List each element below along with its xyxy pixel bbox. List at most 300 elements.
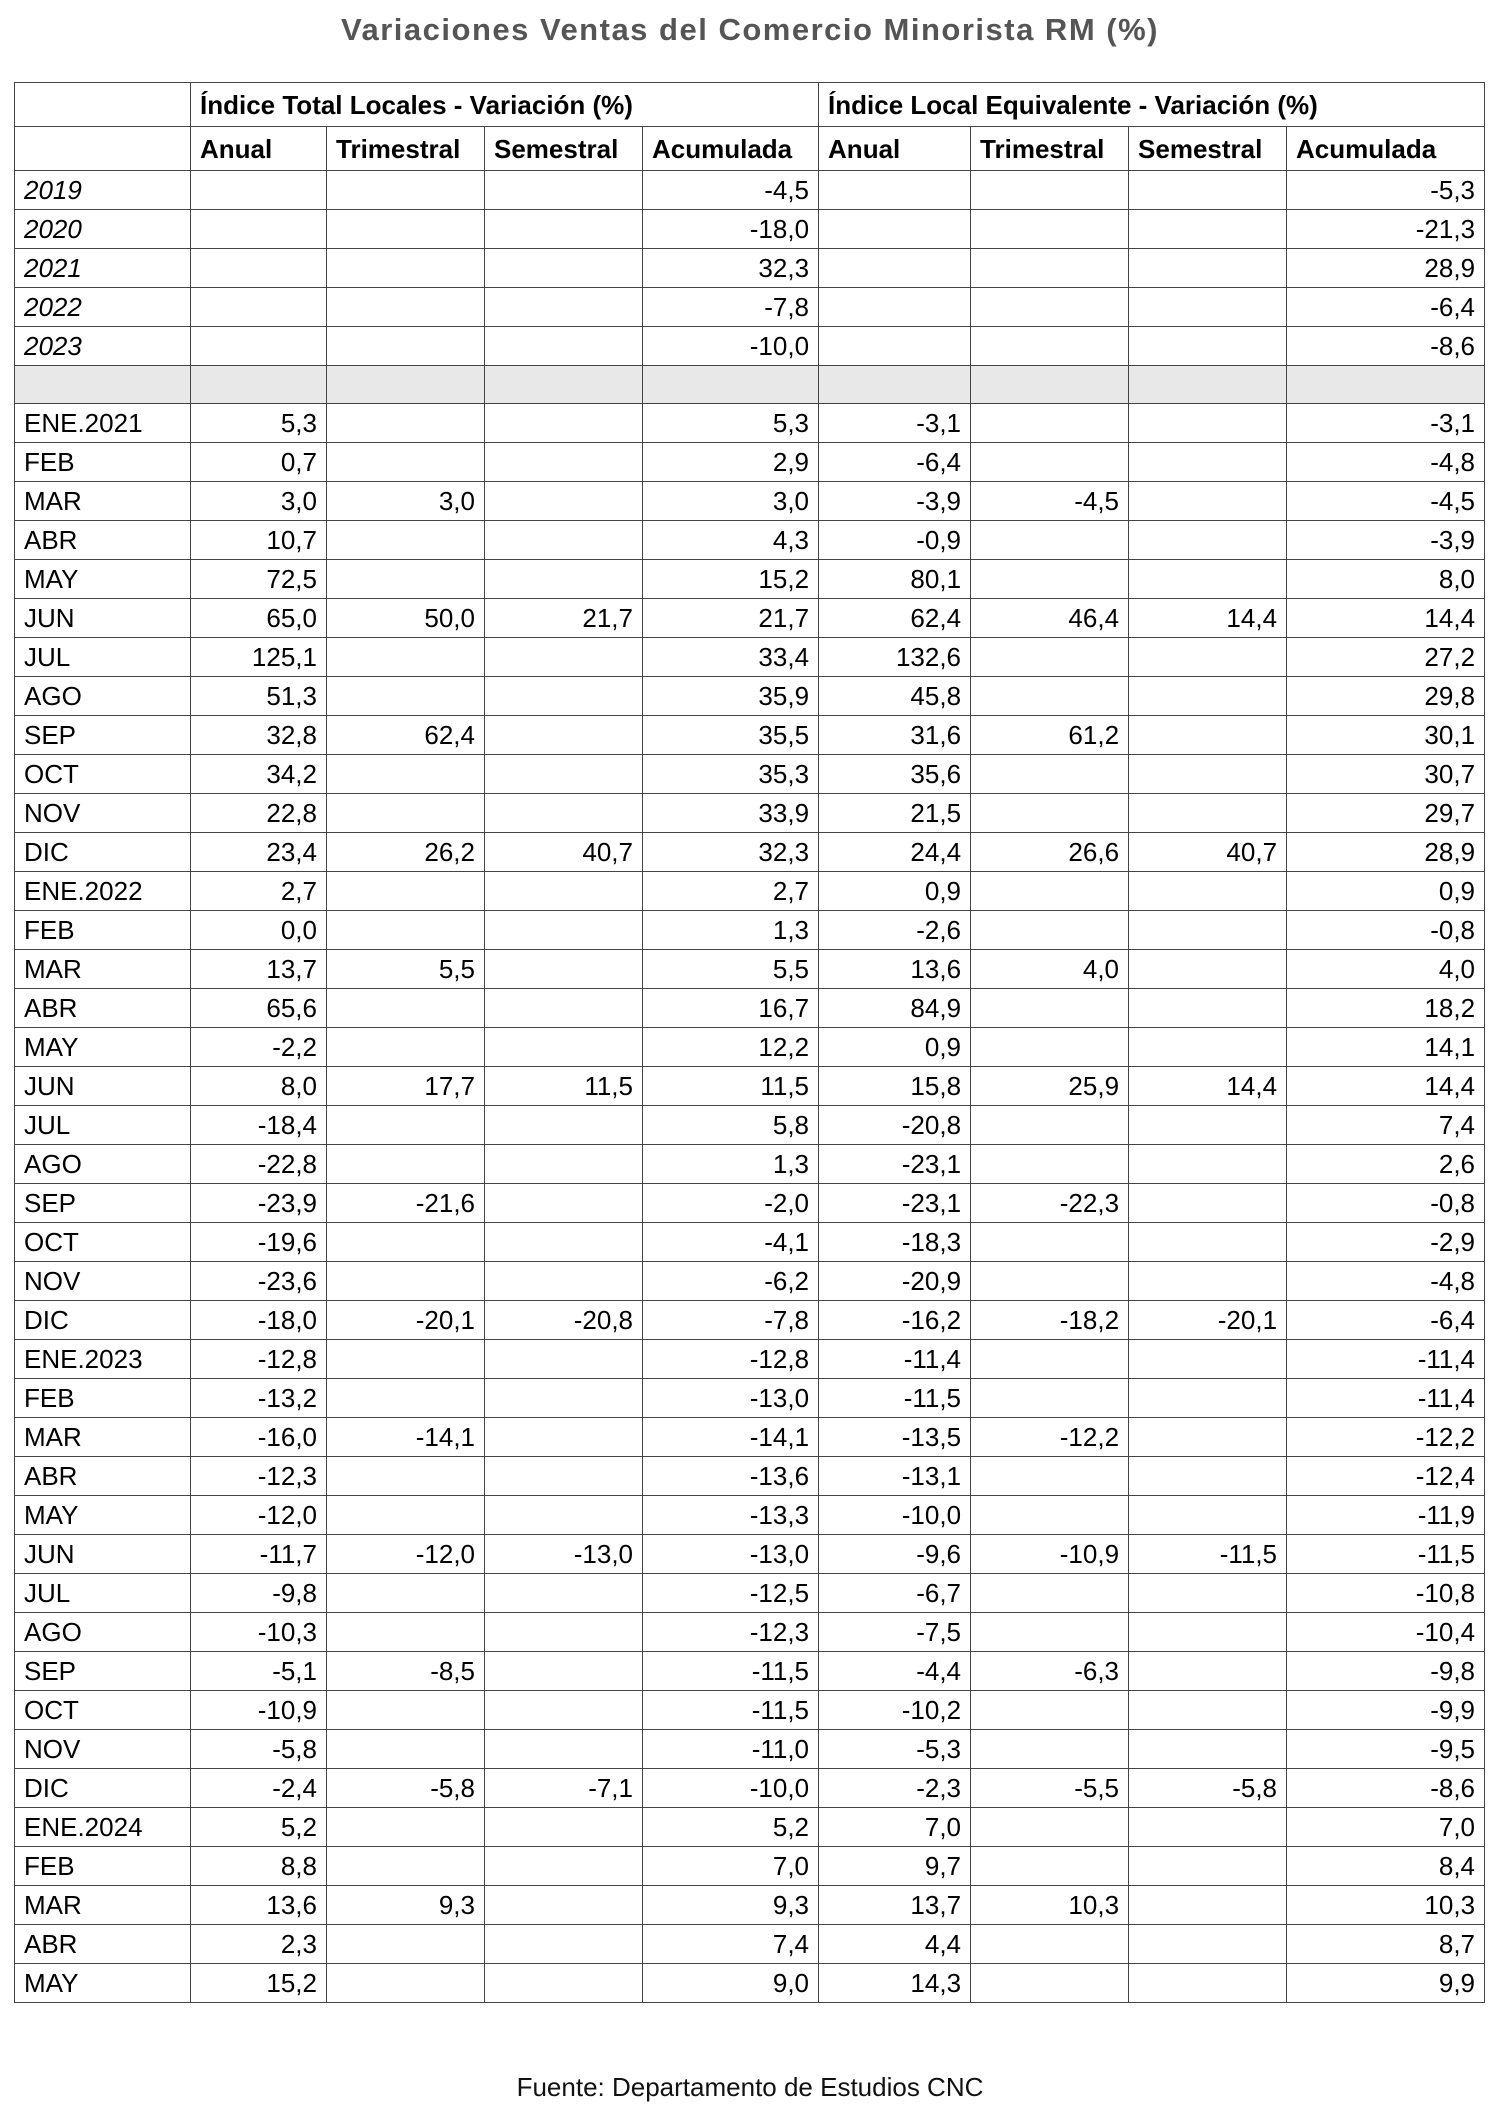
- table-cell: [327, 1145, 485, 1184]
- table-cell: 34,2: [191, 755, 327, 794]
- table-cell: [971, 288, 1129, 327]
- column-header: Anual: [819, 127, 971, 171]
- table-cell: -5,8: [1129, 1769, 1287, 1808]
- table-cell: -10,0: [819, 1496, 971, 1535]
- table-cell: -23,1: [819, 1145, 971, 1184]
- table-cell: [485, 404, 643, 443]
- table-cell: [971, 1808, 1129, 1847]
- table-cell: [971, 1730, 1129, 1769]
- table-cell: 7,0: [1287, 1808, 1485, 1847]
- table-cell: -10,0: [643, 327, 819, 366]
- table-cell: -11,0: [643, 1730, 819, 1769]
- sales-variation-table: [14, 82, 1485, 2003]
- table-cell: 4,0: [971, 950, 1129, 989]
- table-cell: [485, 989, 643, 1028]
- table-cell: 22,8: [191, 794, 327, 833]
- row-label: MAY: [15, 560, 191, 599]
- table-cell: [971, 638, 1129, 677]
- month-row: [15, 989, 1485, 1028]
- table-cell: [971, 171, 1129, 210]
- table-cell: [1129, 677, 1287, 716]
- table-cell: [1129, 1574, 1287, 1613]
- table-cell: [327, 1613, 485, 1652]
- table-cell: [971, 521, 1129, 560]
- table-cell: -4,5: [971, 482, 1129, 521]
- table-cell: -6,4: [1287, 288, 1485, 327]
- table-cell: [971, 1691, 1129, 1730]
- group-header-row: [15, 83, 1485, 127]
- table-cell: 11,5: [643, 1067, 819, 1106]
- table-cell: [1129, 210, 1287, 249]
- month-row: [15, 1808, 1485, 1847]
- table-cell: -12,5: [643, 1574, 819, 1613]
- table-cell: -19,6: [191, 1223, 327, 1262]
- table-cell: [485, 1184, 643, 1223]
- table-cell: 30,7: [1287, 755, 1485, 794]
- table-cell: [971, 677, 1129, 716]
- table-cell: 84,9: [819, 989, 971, 1028]
- table-cell: -9,6: [819, 1535, 971, 1574]
- table-cell: [327, 1964, 485, 2003]
- column-header: Acumulada: [643, 127, 819, 171]
- table-cell: 28,9: [1287, 249, 1485, 288]
- table-cell: -6,2: [643, 1262, 819, 1301]
- table-cell: [971, 249, 1129, 288]
- table-cell: 10,7: [191, 521, 327, 560]
- table-cell: [327, 911, 485, 950]
- table-cell: -5,1: [191, 1652, 327, 1691]
- table-cell: [327, 989, 485, 1028]
- table-cell: [1129, 755, 1287, 794]
- table-cell: [971, 755, 1129, 794]
- column-header: Semestral: [485, 127, 643, 171]
- table-cell: [327, 1340, 485, 1379]
- table-cell: [191, 210, 327, 249]
- table-cell: -16,2: [819, 1301, 971, 1340]
- table-cell: -23,9: [191, 1184, 327, 1223]
- table-cell: -11,5: [1287, 1535, 1485, 1574]
- month-row: [15, 1925, 1485, 1964]
- table-cell: [485, 1574, 643, 1613]
- month-row: [15, 1379, 1485, 1418]
- month-row: [15, 1652, 1485, 1691]
- table-cell: [327, 677, 485, 716]
- separator-cell: [327, 366, 485, 404]
- table-cell: -12,8: [643, 1340, 819, 1379]
- table-cell: 65,0: [191, 599, 327, 638]
- month-row: [15, 1106, 1485, 1145]
- table-cell: -20,8: [819, 1106, 971, 1145]
- table-cell: 35,9: [643, 677, 819, 716]
- table-cell: [485, 1691, 643, 1730]
- table-cell: [327, 1808, 485, 1847]
- table-cell: 9,3: [643, 1886, 819, 1925]
- table-cell: [327, 794, 485, 833]
- table-cell: 32,3: [643, 833, 819, 872]
- table-cell: [1129, 1418, 1287, 1457]
- table-cell: 40,7: [1129, 833, 1287, 872]
- row-label: SEP: [15, 1652, 191, 1691]
- table-cell: [971, 443, 1129, 482]
- table-cell: -11,5: [643, 1652, 819, 1691]
- row-label: JUL: [15, 638, 191, 677]
- table-cell: -11,9: [1287, 1496, 1485, 1535]
- month-row: [15, 872, 1485, 911]
- table-cell: -3,9: [1287, 521, 1485, 560]
- table-cell: [485, 171, 643, 210]
- table-cell: -13,2: [191, 1379, 327, 1418]
- separator-cell: [971, 366, 1129, 404]
- table-cell: 23,4: [191, 833, 327, 872]
- table-cell: 13,6: [191, 1886, 327, 1925]
- table-cell: [327, 638, 485, 677]
- table-cell: 2,6: [1287, 1145, 1485, 1184]
- table-cell: [485, 327, 643, 366]
- table-cell: [1129, 171, 1287, 210]
- row-label: OCT: [15, 1223, 191, 1262]
- table-cell: [485, 1106, 643, 1145]
- table-cell: [1129, 1652, 1287, 1691]
- separator-cell: [485, 366, 643, 404]
- month-row: [15, 1145, 1485, 1184]
- table-cell: -12,2: [1287, 1418, 1485, 1457]
- table-cell: -10,9: [971, 1535, 1129, 1574]
- table-cell: [485, 482, 643, 521]
- table-cell: 4,3: [643, 521, 819, 560]
- table-cell: 65,6: [191, 989, 327, 1028]
- table-cell: [1129, 1262, 1287, 1301]
- row-label: SEP: [15, 716, 191, 755]
- row-label: JUN: [15, 1067, 191, 1106]
- table-cell: -11,5: [1129, 1535, 1287, 1574]
- table-cell: [485, 1418, 643, 1457]
- column-header: Trimestral: [971, 127, 1129, 171]
- table-cell: [819, 171, 971, 210]
- table-cell: -14,1: [327, 1418, 485, 1457]
- table-cell: 62,4: [819, 599, 971, 638]
- table-cell: [1129, 1691, 1287, 1730]
- table-cell: 27,2: [1287, 638, 1485, 677]
- table-cell: 5,3: [191, 404, 327, 443]
- table-cell: [1129, 1379, 1287, 1418]
- table-cell: 13,7: [191, 950, 327, 989]
- table-cell: -9,8: [191, 1574, 327, 1613]
- row-label: OCT: [15, 755, 191, 794]
- month-row: [15, 755, 1485, 794]
- table-cell: [485, 1457, 643, 1496]
- column-header: Anual: [191, 127, 327, 171]
- column-header: Semestral: [1129, 127, 1287, 171]
- table-cell: 17,7: [327, 1067, 485, 1106]
- table-cell: [1129, 482, 1287, 521]
- row-label: FEB: [15, 1847, 191, 1886]
- table-cell: [485, 1808, 643, 1847]
- table-cell: -7,5: [819, 1613, 971, 1652]
- table-cell: 21,7: [643, 599, 819, 638]
- table-cell: [1129, 404, 1287, 443]
- table-cell: -12,2: [971, 1418, 1129, 1457]
- table-cell: [1129, 1028, 1287, 1067]
- table-cell: 5,5: [643, 950, 819, 989]
- table-cell: -10,2: [819, 1691, 971, 1730]
- table-cell: -4,1: [643, 1223, 819, 1262]
- table-cell: [971, 1457, 1129, 1496]
- table-cell: [1129, 911, 1287, 950]
- table-cell: 14,4: [1287, 1067, 1485, 1106]
- table-cell: 13,6: [819, 950, 971, 989]
- table-cell: 10,3: [971, 1886, 1129, 1925]
- table-cell: [485, 1145, 643, 1184]
- table-cell: 7,0: [643, 1847, 819, 1886]
- separator-cell: [15, 366, 191, 404]
- month-row: [15, 1847, 1485, 1886]
- table-cell: [485, 872, 643, 911]
- row-label: FEB: [15, 1379, 191, 1418]
- row-label: AGO: [15, 1145, 191, 1184]
- row-label: AGO: [15, 677, 191, 716]
- table-cell: 35,6: [819, 755, 971, 794]
- table-cell: [971, 404, 1129, 443]
- month-row: [15, 794, 1485, 833]
- table-cell: [327, 1847, 485, 1886]
- row-label: MAR: [15, 950, 191, 989]
- table-cell: 28,9: [1287, 833, 1485, 872]
- row-label: FEB: [15, 911, 191, 950]
- table-cell: 9,3: [327, 1886, 485, 1925]
- table-cell: 5,3: [643, 404, 819, 443]
- month-row: [15, 1574, 1485, 1613]
- row-label: MAR: [15, 1886, 191, 1925]
- table-cell: [485, 1262, 643, 1301]
- table-cell: [485, 1847, 643, 1886]
- table-cell: 46,4: [971, 599, 1129, 638]
- table-cell: 26,6: [971, 833, 1129, 872]
- table-cell: -2,2: [191, 1028, 327, 1067]
- table-cell: 2,7: [191, 872, 327, 911]
- month-row: [15, 443, 1485, 482]
- month-row: [15, 1730, 1485, 1769]
- table-cell: -18,2: [971, 1301, 1129, 1340]
- month-row: [15, 521, 1485, 560]
- table-cell: 14,4: [1287, 599, 1485, 638]
- table-cell: [485, 1925, 643, 1964]
- table-cell: [971, 1496, 1129, 1535]
- table-cell: [1129, 1964, 1287, 2003]
- row-label: ABR: [15, 521, 191, 560]
- table-cell: -10,4: [1287, 1613, 1485, 1652]
- column-header-row: [15, 127, 1485, 171]
- table-cell: -6,4: [819, 443, 971, 482]
- table-cell: [971, 1028, 1129, 1067]
- table-cell: -5,3: [819, 1730, 971, 1769]
- table-cell: 5,2: [643, 1808, 819, 1847]
- table-cell: [485, 1730, 643, 1769]
- table-cell: -4,4: [819, 1652, 971, 1691]
- table-cell: [485, 1379, 643, 1418]
- table-cell: 80,1: [819, 560, 971, 599]
- table-cell: 29,8: [1287, 677, 1485, 716]
- table-cell: -9,5: [1287, 1730, 1485, 1769]
- month-row: [15, 1223, 1485, 1262]
- table-cell: [1129, 1730, 1287, 1769]
- year-row: [15, 288, 1485, 327]
- table-cell: -5,3: [1287, 171, 1485, 210]
- table-cell: -4,8: [1287, 1262, 1485, 1301]
- table-cell: 24,4: [819, 833, 971, 872]
- table-cell: 21,7: [485, 599, 643, 638]
- month-row: [15, 482, 1485, 521]
- table-cell: -4,8: [1287, 443, 1485, 482]
- table-cell: 4,4: [819, 1925, 971, 1964]
- table-cell: [971, 1145, 1129, 1184]
- table-cell: -18,0: [191, 1301, 327, 1340]
- table-cell: [485, 443, 643, 482]
- source-footer: Fuente: Departamento de Estudios CNC: [516, 2072, 984, 2102]
- table-cell: 9,0: [643, 1964, 819, 2003]
- table-cell: -0,9: [819, 521, 971, 560]
- table-cell: -20,8: [485, 1301, 643, 1340]
- month-row: [15, 1886, 1485, 1925]
- row-label: ABR: [15, 989, 191, 1028]
- table-cell: 14,1: [1287, 1028, 1485, 1067]
- month-row: [15, 1418, 1485, 1457]
- table-cell: 33,9: [643, 794, 819, 833]
- table-cell: 5,8: [643, 1106, 819, 1145]
- table-cell: -10,3: [191, 1613, 327, 1652]
- table-cell: -3,1: [819, 404, 971, 443]
- month-row: [15, 1496, 1485, 1535]
- row-label: MAY: [15, 1028, 191, 1067]
- row-label: 2022: [15, 288, 191, 327]
- table-cell: 72,5: [191, 560, 327, 599]
- table-cell: -4,5: [1287, 482, 1485, 521]
- table-cell: -11,7: [191, 1535, 327, 1574]
- table-cell: [327, 171, 485, 210]
- table-cell: -10,9: [191, 1691, 327, 1730]
- table-cell: [971, 1106, 1129, 1145]
- corner-cell: [15, 127, 191, 171]
- table-cell: [327, 404, 485, 443]
- table-cell: [1129, 249, 1287, 288]
- row-label: MAR: [15, 482, 191, 521]
- table-cell: -6,3: [971, 1652, 1129, 1691]
- table-cell: [1129, 1457, 1287, 1496]
- table-cell: [971, 560, 1129, 599]
- table-cell: 4,0: [1287, 950, 1485, 989]
- table-cell: -11,5: [819, 1379, 971, 1418]
- table-cell: -21,3: [1287, 210, 1485, 249]
- table-cell: 8,4: [1287, 1847, 1485, 1886]
- table-cell: [1129, 1106, 1287, 1145]
- month-row: [15, 1028, 1485, 1067]
- separator-cell: [191, 366, 327, 404]
- table-cell: [485, 1886, 643, 1925]
- table-cell: -3,1: [1287, 404, 1485, 443]
- table-cell: [971, 794, 1129, 833]
- table-cell: -2,9: [1287, 1223, 1485, 1262]
- table-cell: 51,3: [191, 677, 327, 716]
- month-row: [15, 1262, 1485, 1301]
- row-label: DIC: [15, 1301, 191, 1340]
- table-cell: -20,9: [819, 1262, 971, 1301]
- table-cell: 8,7: [1287, 1925, 1485, 1964]
- column-header: Acumulada: [1287, 127, 1485, 171]
- separator-cell: [819, 366, 971, 404]
- table-cell: 26,2: [327, 833, 485, 872]
- table-cell: 9,9: [1287, 1964, 1485, 2003]
- table-cell: -22,3: [971, 1184, 1129, 1223]
- separator-row: [15, 366, 1485, 404]
- table-cell: 7,4: [643, 1925, 819, 1964]
- separator-cell: [1287, 366, 1485, 404]
- table-cell: 11,5: [485, 1067, 643, 1106]
- table-cell: [327, 1106, 485, 1145]
- table-cell: -11,4: [819, 1340, 971, 1379]
- table-cell: [191, 327, 327, 366]
- table-cell: [971, 911, 1129, 950]
- table-cell: [485, 521, 643, 560]
- table-cell: -16,0: [191, 1418, 327, 1457]
- table-cell: -13,1: [819, 1457, 971, 1496]
- table-cell: [971, 1340, 1129, 1379]
- month-row: [15, 716, 1485, 755]
- month-row: [15, 1535, 1485, 1574]
- table-cell: [1129, 872, 1287, 911]
- month-row: [15, 599, 1485, 638]
- table-cell: 32,3: [643, 249, 819, 288]
- table-cell: [485, 249, 643, 288]
- table-cell: [1129, 989, 1287, 1028]
- table-cell: -9,9: [1287, 1691, 1485, 1730]
- table-cell: -12,8: [191, 1340, 327, 1379]
- table-cell: 14,3: [819, 1964, 971, 2003]
- table-cell: -3,9: [819, 482, 971, 521]
- table-cell: [485, 288, 643, 327]
- table-cell: -9,8: [1287, 1652, 1485, 1691]
- table-cell: 18,2: [1287, 989, 1485, 1028]
- table-cell: -23,6: [191, 1262, 327, 1301]
- table-cell: -14,1: [643, 1418, 819, 1457]
- month-row: [15, 560, 1485, 599]
- table-cell: [485, 794, 643, 833]
- table-cell: -6,4: [1287, 1301, 1485, 1340]
- month-row: [15, 1457, 1485, 1496]
- table-cell: [327, 1574, 485, 1613]
- table-cell: [1129, 638, 1287, 677]
- table-cell: [1129, 1886, 1287, 1925]
- row-label: 2019: [15, 171, 191, 210]
- row-label: AGO: [15, 1613, 191, 1652]
- row-label: JUL: [15, 1574, 191, 1613]
- month-row: [15, 833, 1485, 872]
- row-label: JUL: [15, 1106, 191, 1145]
- corner-cell: [15, 83, 191, 127]
- table-cell: 33,4: [643, 638, 819, 677]
- row-label: 2021: [15, 249, 191, 288]
- table-cell: -20,1: [327, 1301, 485, 1340]
- table-cell: [1129, 521, 1287, 560]
- table-cell: -11,5: [643, 1691, 819, 1730]
- table-cell: -21,6: [327, 1184, 485, 1223]
- separator-cell: [1129, 366, 1287, 404]
- table-cell: [971, 1574, 1129, 1613]
- table-cell: 21,5: [819, 794, 971, 833]
- table-cell: [1129, 1145, 1287, 1184]
- table-cell: 0,0: [191, 911, 327, 950]
- table-cell: [327, 1028, 485, 1067]
- table-cell: -12,0: [191, 1496, 327, 1535]
- table-cell: [485, 716, 643, 755]
